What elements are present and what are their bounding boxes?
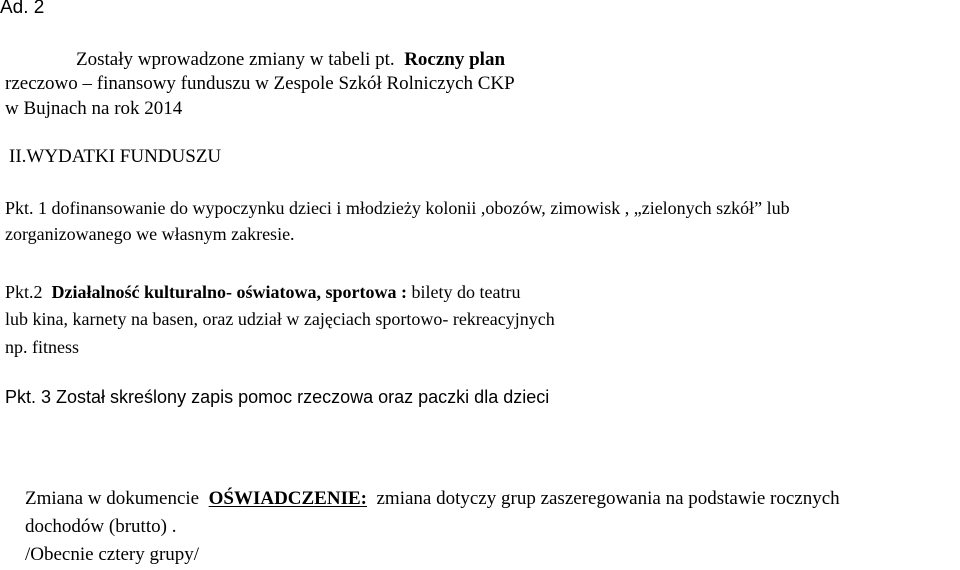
intro-line-1 [76,50,505,69]
intro-line-2: rzeczowo – finansowy funduszu w Zespole Szkół Rolniczych CKP [5,73,515,94]
pkt-1-line-1: Pkt. 1 dofinansowanie do wypoczynku dzieci i młodzieży kolonii ,obozów, zimowisk , „zielonych szkół” lub [5,198,790,218]
pkt-2-rest: bilety do teatru [411,282,521,302]
change-line-1 [25,489,840,508]
pkt-2-line-3: np. fitness [5,337,79,357]
change-rest: zmiana dotyczy grup zaszeregowania na podstawie rocznych [376,488,840,509]
intro-line-3: w Bujnach na rok 2014 [5,98,183,119]
pkt-2-line-2: lub kina, karnety na basen, oraz udział w zajęciach sportowo- rekreacyjnych [5,309,555,329]
change-prefix: Zmiana w dokumencie [25,488,200,509]
change-bold-title: OŚWIADCZENIE: [208,488,367,509]
pkt-2-line-1 [5,283,521,301]
intro-prefix: Zostały wprowadzone zmiany w tabeli pt. [76,49,395,70]
section-title: II.WYDATKI FUNDUSZU [9,146,222,167]
change-line-2: dochodów (brutto) . [25,516,177,537]
change-line-3: /Obecnie cztery grupy/ [25,544,200,565]
pkt-1-line-2: zorganizowanego we własnym zakresie. [5,224,295,244]
pkt-2-bold: Działalność kulturalno- oświatowa, sportowa : [51,282,408,302]
pkt-3: Pkt. 3 Został skreślony zapis pomoc rzeczowa oraz paczki dla dzieci [5,387,550,407]
pkt-2-label: Pkt.2 [5,282,43,302]
intro-bold-title: Roczny plan [404,49,506,70]
heading: Ad. 2 [0,0,45,18]
